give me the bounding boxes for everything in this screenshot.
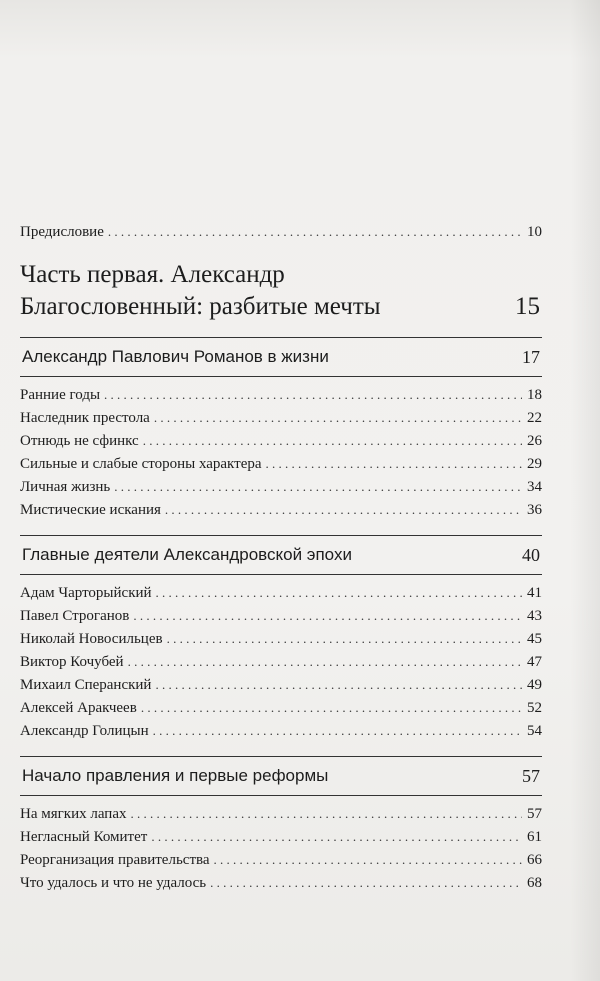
toc-entry <box>20 498 542 521</box>
toc-entry <box>20 848 542 871</box>
dot-leader <box>128 650 522 673</box>
toc-entry-page: 34 <box>527 479 542 495</box>
toc-entry-page: 66 <box>527 852 542 868</box>
toc-entry-title: Негласный Комитет <box>20 829 148 845</box>
toc-entry-title: Реорганизация правительства <box>20 852 210 868</box>
toc-entry <box>20 627 542 650</box>
toc-entry-title: Отнюдь не сфинкс <box>20 433 139 449</box>
toc-entry-title: Наследник престола <box>20 410 150 426</box>
toc-entry-title: Александр Голицын <box>20 723 149 739</box>
toc-entry-title: Что удалось и что не удалось <box>20 875 207 891</box>
chapter-title: Александр Павлович Романов в жизни <box>22 347 329 366</box>
dot-leader <box>214 848 522 871</box>
dot-leader <box>141 696 522 719</box>
toc-entry-page: 18 <box>527 387 542 403</box>
toc-entry-page: 52 <box>527 700 542 716</box>
dot-leader <box>108 220 522 243</box>
dot-leader <box>266 452 522 475</box>
toc-entry-title: Николай Новосильцев <box>20 631 163 647</box>
toc-entry-title: Сильные и слабые стороны характера <box>20 456 262 472</box>
chapter-heading <box>20 337 542 377</box>
toc-entry-title: Адам Чарторыйский <box>20 585 152 601</box>
chapter-title: Начало правления и первые реформы <box>22 766 329 785</box>
toc-entry-page: 29 <box>527 456 542 472</box>
toc-entry-page: 43 <box>527 608 542 624</box>
toc-entry <box>20 673 542 696</box>
dot-leader <box>143 429 522 452</box>
dot-leader <box>130 802 522 825</box>
toc-entry <box>20 719 542 742</box>
toc-entry-page: 41 <box>527 585 542 601</box>
dot-leader <box>104 383 522 406</box>
toc-entry-title: Предисловие <box>20 224 104 240</box>
dot-leader <box>165 498 522 521</box>
dot-leader <box>156 581 522 604</box>
dot-leader <box>167 627 522 650</box>
chapter-heading <box>20 535 542 575</box>
toc-entry <box>20 650 542 673</box>
toc-entry <box>20 406 542 429</box>
dot-leader <box>153 719 522 742</box>
dot-leader <box>151 825 522 848</box>
toc-entry-page: 54 <box>527 723 542 739</box>
toc-entry-page: 57 <box>527 806 542 822</box>
toc-entry <box>20 452 542 475</box>
toc-entry <box>20 604 542 627</box>
dot-leader <box>133 604 522 627</box>
chapter-page: 40 <box>522 544 540 565</box>
toc-entry <box>20 871 542 894</box>
toc-entry-title: Личная жизнь <box>20 479 111 495</box>
toc-entry <box>20 475 542 498</box>
toc-entry <box>20 802 542 825</box>
chapter-page: 57 <box>522 765 540 786</box>
toc-entry-page: 68 <box>527 875 542 891</box>
dot-leader <box>155 673 522 696</box>
toc-entry-title: Ранние годы <box>20 387 101 403</box>
chapter-page: 17 <box>522 346 540 367</box>
toc-entry-page: 61 <box>527 829 542 845</box>
toc-entry <box>20 383 542 406</box>
toc-entry-title: Павел Строганов <box>20 608 130 624</box>
toc-entry <box>20 581 542 604</box>
toc-entry-page: 49 <box>527 677 542 693</box>
dot-leader <box>154 406 522 429</box>
dot-leader <box>114 475 522 498</box>
toc-entry-page: 22 <box>527 410 542 426</box>
dot-leader <box>210 871 522 894</box>
toc-entry-page: 47 <box>527 654 542 670</box>
part-page: 15 <box>515 293 540 320</box>
toc-entry-page: 36 <box>527 502 542 518</box>
toc-entry <box>20 429 542 452</box>
chapter-heading <box>20 756 542 796</box>
chapter-title: Главные деятели Александровской эпохи <box>22 545 352 564</box>
toc-entry-title: Алексей Аракчеев <box>20 700 137 716</box>
toc-entry-title: Виктор Кочубей <box>20 654 124 670</box>
toc-entry-preface <box>20 220 542 243</box>
toc-entry-page: 10 <box>527 224 542 240</box>
toc-entry <box>20 825 542 848</box>
toc-entry-title: Мистические искания <box>20 502 161 518</box>
part-title: Часть первая. Александр Благословенный: разбитые мечты <box>20 261 381 320</box>
page-shadow <box>570 0 600 981</box>
toc-entry <box>20 696 542 719</box>
part-heading <box>20 259 542 323</box>
toc-entry-title: На мягких лапах <box>20 806 127 822</box>
toc-entry-page: 26 <box>527 433 542 449</box>
toc-entry-page: 45 <box>527 631 542 647</box>
toc-entry-title: Михаил Сперанский <box>20 677 152 693</box>
table-of-contents <box>20 220 542 894</box>
